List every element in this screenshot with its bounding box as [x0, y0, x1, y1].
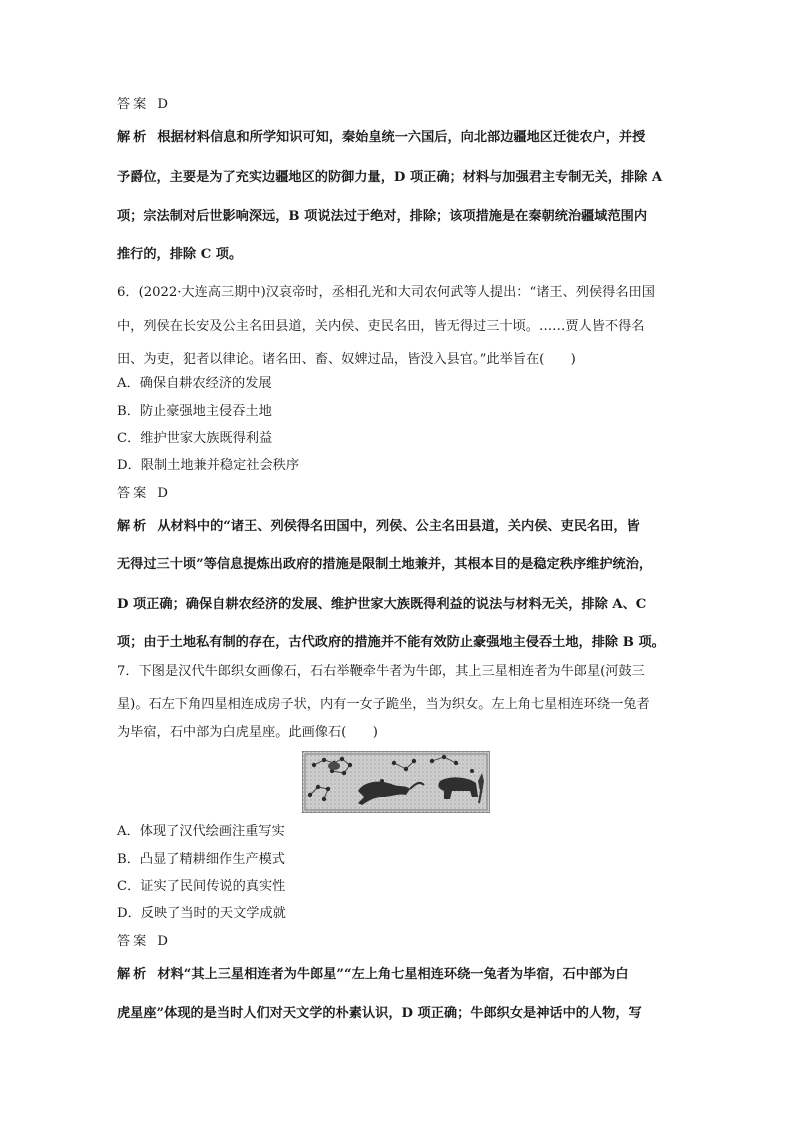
q7-explanation-line-2: 虎星座”体现的是当时人们对天文学的朴素认识，D 项正确；牛郎织女是神话中的人物，写	[117, 1006, 642, 1021]
q6-explanation-line-2: 无得过三十顷”等信息提炼出政府的措施是限制土地兼并，其根本目的是稳定秩序维护统治，	[117, 557, 653, 572]
q5-explanation-line-1: 解析 根据材料信息和所学知识可知，秦始皇统一六国后，向北部边疆地区迁徙农户，并授	[117, 130, 646, 145]
q7-stem-line-3: 为毕宿，石中部为白虎星座。此画像石( )	[117, 725, 378, 740]
q5-explanation-line-2: 予爵位，主要是为了充实边疆地区的防御力量，D 项正确；材料与加强君主专制无关，排除 A	[117, 170, 663, 185]
answer-label: 答案	[117, 934, 150, 949]
q6-explanation-line-1: 解析 从材料中的“诸王、列侯得名田国中，列侯、公主名田县道，关内侯、吏民名田，皆	[117, 519, 640, 534]
answer-label: 答案	[117, 486, 150, 501]
q7-explanation-line-1: 解析 材料“其上三星相连者为牛郎星”“左上角七星相连环绕一兔者为毕宿，石中部为白	[117, 967, 629, 982]
rabbit-figure	[328, 762, 340, 770]
answer-value: D	[157, 97, 168, 112]
q7-option-c: C．证实了民间传说的真实性	[117, 879, 286, 894]
q5-explanation-line-3: 项；宗法制对后世影响深远，B 项说法过于绝对，排除；该项措施是在秦朝统治疆域范围内	[117, 209, 648, 224]
explanation-label: 解析	[117, 130, 150, 145]
explanation-label: 解析	[117, 519, 150, 534]
q5-answer	[117, 96, 168, 114]
answer-value: D	[157, 934, 168, 949]
q7-option-b: B．凸显了精耕细作生产模式	[117, 852, 285, 867]
q5-explanation-line-4: 推行的，排除 C 项。	[117, 247, 243, 262]
q7-stem-line-1: 7．下图是汉代牛郎织女画像石，石右举鞭牵牛者为牛郎，其上三星相连者为牛郎星(河鼓三	[117, 664, 645, 679]
q7-option-a: A．体现了汉代绘画注重写实	[117, 824, 285, 839]
q6-option-d: D．限制土地兼并稳定社会秩序	[117, 458, 300, 473]
q6-explanation-line-4: 项；由于土地私有制的存在，古代政府的措施并不能有效防止豪强地主侵吞土地，排除 B 项。	[117, 635, 665, 650]
q6-answer	[117, 485, 168, 503]
q7-answer	[117, 933, 168, 951]
q6-option-c: C．维护世家大族既得利益	[117, 431, 273, 446]
q6-stem-line-2: 中，列侯在长安及公主名田县道，关内侯、吏民名田，皆无得过三十顷。……贾人皆不得名	[117, 319, 645, 334]
q6-explanation-line-3: D 项正确；确保自耕农经济的发展、维护世家大族既得利益的说法与材料无关，排除 A、C	[117, 597, 647, 612]
q6-option-a: A．确保自耕农经济的发展	[117, 376, 272, 391]
q6-option-b: B．防止豪强地主侵吞土地	[117, 404, 272, 419]
stone-relief-image	[302, 751, 490, 813]
explanation-label: 解析	[117, 967, 150, 982]
q6-stem-line-1: 6．(2022·大连高三期中)汉哀帝时，丞相孔光和大司农何武等人提出：“诸王、列侯得名田国	[117, 285, 655, 300]
q7-stem-line-2: 星)。石左下角四星相连成房子状，内有一女子跪坐，当为织女。左上角七星相连环绕一兔者	[117, 697, 650, 712]
answer-label: 答案	[117, 97, 150, 112]
q7-option-d: D．反映了当时的天文学成就	[117, 906, 286, 921]
answer-value: D	[157, 486, 168, 501]
q6-stem-line-3: 田、为吏，犯者以律论。诸名田、畜、奴婢过品，皆没入县官。”此举旨在( )	[117, 352, 576, 367]
